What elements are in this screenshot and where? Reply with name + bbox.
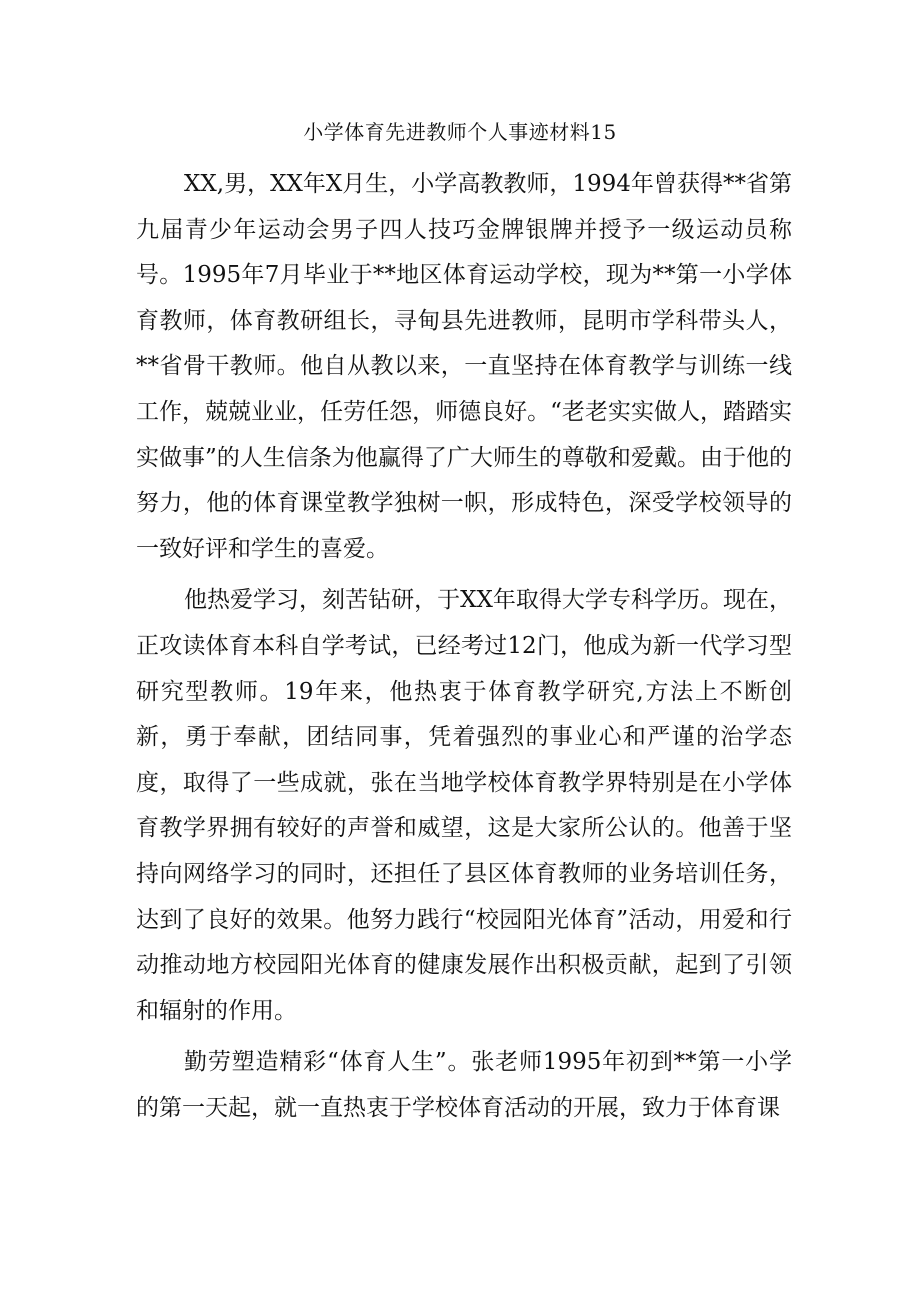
paragraph-3: 勤劳塑造精彩“体育人生”。张老师1995年初到**第一小学的第一天起，就一直热衷于学校体育活动的开展，致力于体育课 <box>136 1049 792 1121</box>
paragraph-2: 他热爱学习，刻苦钻研，于XX年取得大学专科学历。现在，正攻读体育本科自学考试，已经考过12门，他成为新一代学习型研究型教师。19年来，他热衷于体育教学研究,方法上不断创新，勇于奉献，团结同事，凭着强烈的事业心和严谨的治学态度，取得了一些成就，张在当地学校体育教学界特别是在小学体育教学界拥有较好的声誉和威望，这是大家所公认的。他善于坚持向网络学习的同时，还担任了县区体育教师的业务培训任务，达到了良好的效果。他努力践行“校园阳光体育”活动，用爱和行动推动地方校园阳光体育的健康发展作出积极贡献，起到了引领和辐射的作用。 <box>136 587 792 1024</box>
document-title: 小学体育先进教师个人事迹材料15 <box>303 120 617 144</box>
document-body <box>136 162 792 1137</box>
paragraph-1: XX,男，XX年X月生，小学高教教师，1994年曾获得**省第九届青少年运动会男子四人技巧金牌银牌并授予一级运动员称号。1995年7月毕业于**地区体育运动学校，现为**第一小学体育教师，体育教研组长，寻甸县先进教师，昆明市学科带头人，**省骨干教师。他自从教以来，一直坚持在体育教学与训练一线工作，兢兢业业，任劳任怨，师德良好。“老老实实做人，踏踏实实做事”的人生信条为他赢得了广大师生的尊敬和爱戴。由于他的努力，他的体育课堂教学独树一帜，形成特色，深受学校领导的一致好评和学生的喜爱。 <box>136 171 792 562</box>
